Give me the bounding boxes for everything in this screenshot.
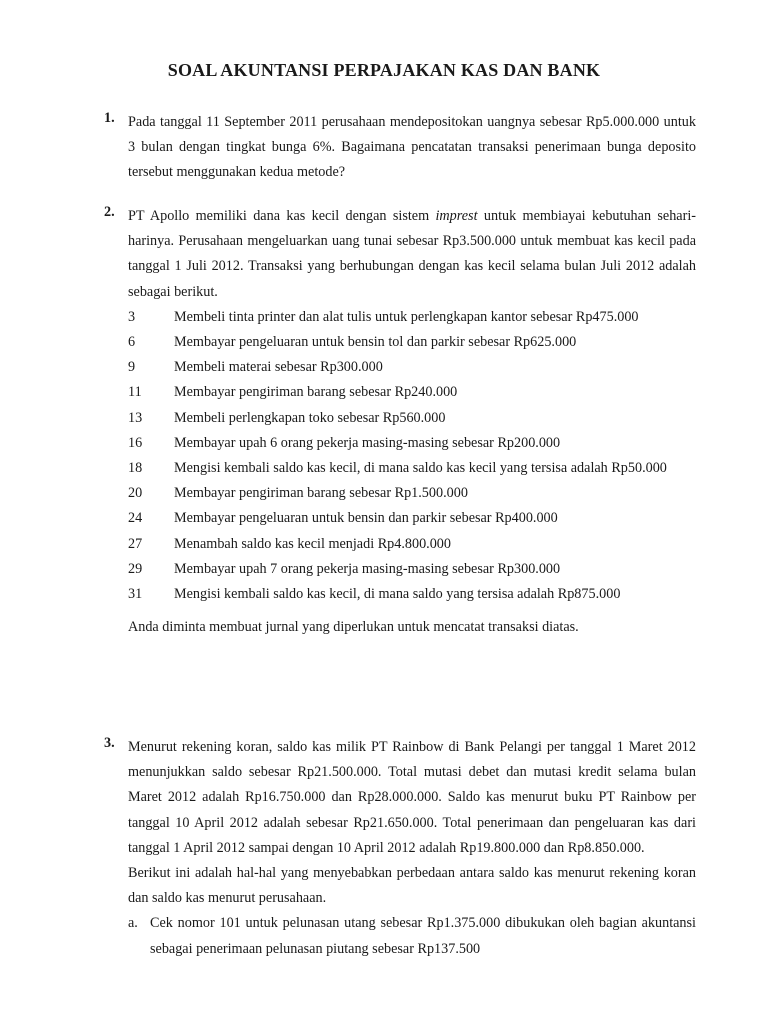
transaction-row xyxy=(128,506,696,531)
transaction-day: 20 xyxy=(128,485,143,502)
transaction-row xyxy=(128,330,696,355)
transaction-day: 3 xyxy=(128,308,136,325)
transaction-day: 16 xyxy=(128,434,143,451)
transaction-desc: Membayar pengeluaran untuk bensin tol dan parkir sebesar Rp625.000 xyxy=(174,334,577,351)
transaction-day: 31 xyxy=(128,586,143,603)
list-marker: a. xyxy=(128,915,138,932)
transaction-desc: Membayar upah 6 orang pekerja masing-masing sebesar Rp200.000 xyxy=(174,434,561,451)
transaction-row xyxy=(128,557,696,582)
question-text: Pada tanggal 11 September 2011 perusahaan mendepositokan uangnya sebesar Rp5.000.000 untuk 3 bulan dengan tingkat bunga 6%. Bagaimana pencatatan transaksi penerimaan bunga deposito tersebut menggunakan kedua metode? xyxy=(128,114,696,181)
question-number: 3. xyxy=(104,735,115,751)
transaction-desc: Membeli tinta printer dan alat tulis untuk perlengkapan kantor sebesar Rp475.000 xyxy=(174,308,639,325)
transaction-desc: Membayar pengeluaran untuk bensin dan parkir sebesar Rp400.000 xyxy=(174,510,558,527)
transaction-desc: Mengisi kembali saldo kas kecil, di mana saldo kas kecil yang tersisa adalah Rp50.000 xyxy=(174,460,667,477)
list-item xyxy=(128,911,696,961)
transaction-row xyxy=(128,355,696,380)
transaction-desc: Membayar pengiriman barang sebesar Rp240.000 xyxy=(174,384,458,401)
transaction-row xyxy=(128,582,696,607)
transaction-day: 11 xyxy=(128,384,142,401)
question-3 xyxy=(104,735,696,962)
transaction-day: 29 xyxy=(128,560,143,577)
transaction-row xyxy=(128,532,696,557)
question-number: 2. xyxy=(104,204,115,220)
question-text-part: PT Apollo memiliki dana kas kecil dengan sistem xyxy=(128,208,436,224)
list-item-text: Cek nomor 101 untuk pelunasan utang sebesar Rp1.375.000 dibukukan oleh bagian akuntansi sebagai penerimaan pelunasan piutang sebesar Rp137.500 xyxy=(150,915,696,957)
transaction-list xyxy=(128,305,696,607)
transaction-desc: Membeli perlengkapan toko sebesar Rp560.000 xyxy=(174,409,446,426)
question-number: 1. xyxy=(104,110,115,126)
question-text: Berikut ini adalah hal-hal yang menyebabkan perbedaan antara saldo kas menurut rekening koran dan saldo kas menurut perusahaan. xyxy=(128,865,696,907)
question-1 xyxy=(104,110,696,186)
transaction-desc: Mengisi kembali saldo kas kecil, di mana saldo yang tersisa adalah Rp875.000 xyxy=(174,586,621,603)
transaction-row xyxy=(128,305,696,330)
question-text xyxy=(128,204,696,305)
transaction-day: 27 xyxy=(128,535,143,552)
transaction-row xyxy=(128,380,696,405)
transaction-desc: Membeli materai sebesar Rp300.000 xyxy=(174,359,383,376)
transaction-desc: Menambah saldo kas kecil menjadi Rp4.800.000 xyxy=(174,535,451,552)
transaction-day: 6 xyxy=(128,334,136,351)
question-instruction: Anda diminta membuat jurnal yang diperlukan untuk mencatat transaksi diatas. xyxy=(128,619,579,636)
transaction-row xyxy=(128,431,696,456)
transaction-row xyxy=(128,456,696,481)
transaction-day: 9 xyxy=(128,359,136,376)
transaction-row xyxy=(128,406,696,431)
transaction-day: 18 xyxy=(128,460,143,477)
italic-term: imprest xyxy=(435,208,478,224)
question-text-part: untuk membiayai kebutuhan sehari-harinya. Perusahaan mengeluarkan uang tunai sebesar Rp3.500.000 untuk membuat kas kecil pada tanggal 1 Juli 2012. Transaksi yang berhubungan dengan kas kecil selama bulan Juli 2012 adalah sebagai berikut. xyxy=(128,208,696,300)
question-text: Menurut rekening koran, saldo kas milik PT Rainbow di Bank Pelangi per tanggal 1 Maret 2012 menunjukkan saldo sebesar Rp21.500.000. Total mutasi debet dan mutasi kredit selama bulan Maret 2012 adalah Rp16.750.000 dan Rp28.000.000. Saldo kas menurut buku PT Rainbow per tanggal 10 April 2012 adalah sebesar Rp21.650.000. Total penerimaan dan pengeluaran kas dari tanggal 1 April 2012 sampai dengan 10 April 2012 adalah Rp19.800.000 dan Rp8.850.000. xyxy=(128,739,696,856)
transaction-desc: Membayar upah 7 orang pekerja masing-masing sebesar Rp300.000 xyxy=(174,560,561,577)
transaction-row xyxy=(128,481,696,506)
transaction-desc: Membayar pengiriman barang sebesar Rp1.500.000 xyxy=(174,485,468,502)
question-2 xyxy=(104,204,696,640)
transaction-day: 13 xyxy=(128,409,143,426)
transaction-day: 24 xyxy=(128,510,143,527)
page-title: SOAL AKUNTANSI PERPAJAKAN KAS DAN BANK xyxy=(167,60,601,80)
